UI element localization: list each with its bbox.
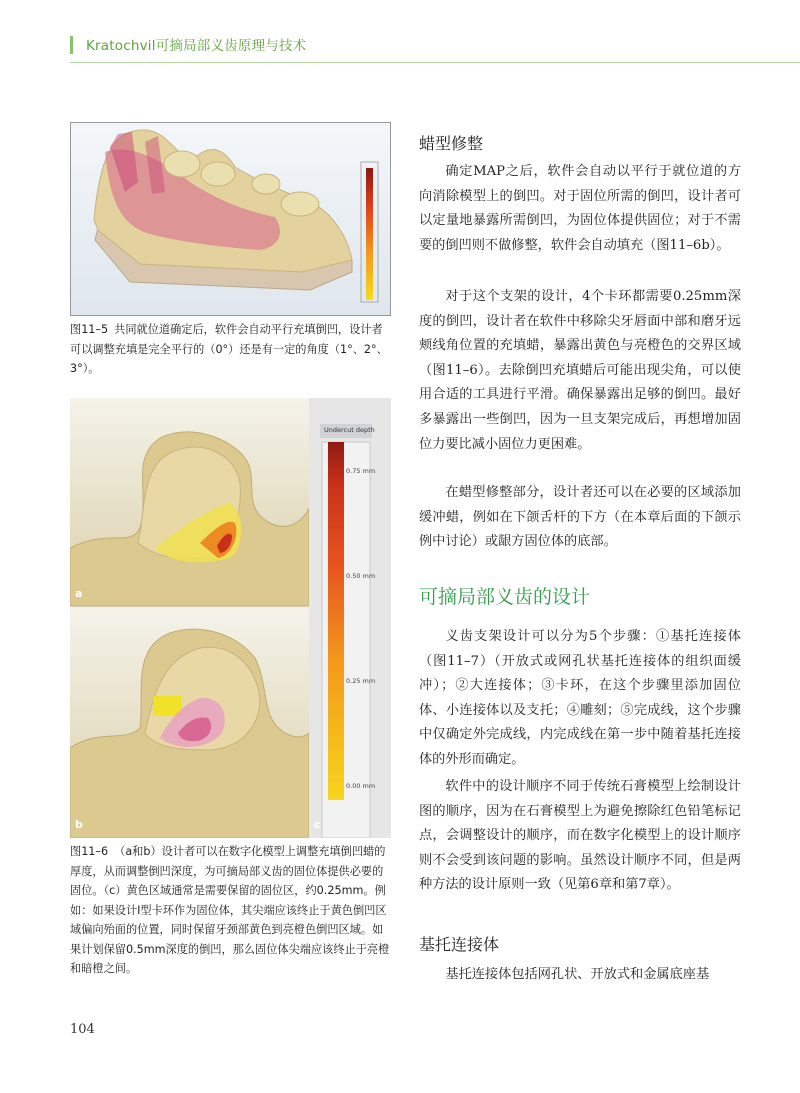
undercut-scale-tick-050: 0.50 mm xyxy=(346,572,376,580)
figure-11-6-panel-b-label: b xyxy=(75,818,83,831)
figure-11-5-caption-number: 图11–5 xyxy=(70,323,109,336)
figure-11-5-image xyxy=(70,122,391,316)
undercut-scale-tick-075: 0.75 mm xyxy=(346,467,376,475)
figure-11-5-caption-text: 共同就位道确定后，软件会自动平行充填倒凹，设计者可以调整充填是完全平行的（0°）还是有一定的角度（1°、2°、3°）。 xyxy=(70,323,388,375)
undercut-scale-tick-000: 0.00 mm xyxy=(346,782,376,790)
wax-paragraph-1: 确定MAP之后，软件会自动以平行于就位道的方向消除模型上的倒凹。对于固位所需的倒凹，设计者可以定量地暴露所需倒凹，为固位体提供固位；对于不需要的倒凹则不做修整，软件会自动填充（图11–6b）。 xyxy=(419,164,741,253)
running-header-title: Kratochvil可摘局部义齿原理与技术 xyxy=(86,38,307,54)
section-heading-wax: 蜡型修整 xyxy=(419,134,484,153)
figure-11-6-caption xyxy=(70,842,392,979)
wax-paragraph-3: 在蜡型修整部分，设计者还可以在必要的区域添加缓冲蜡，例如在下颌舌杆的下方（在本章后面的下颌示例中讨论）或龈方固位体的底部。 xyxy=(419,485,741,550)
section-heading-base-connector: 基托连接体 xyxy=(419,935,500,954)
header-accent-bar xyxy=(70,36,73,54)
figure-11-6-image xyxy=(70,398,391,838)
wax-paragraph-2: 对于这个支架的设计，4个卡环都需要0.25mm深度的倒凹，设计者在软件中移除尖牙唇面中部和磨牙远颊线角位置的充填蜡，暴露出黄色与亮橙色的交界区域（图11–6）。去除倒凹充填蜡后可能出现尖角，可以使用合适的工具进行平滑。确保暴露出足够的倒凹。最好多暴露出一些倒凹，因为一旦支架完成后，再想增加固位力要比减小固位力更困难。 xyxy=(419,289,741,452)
section-heading-design: 可摘局部义齿的设计 xyxy=(419,586,591,608)
figure-11-6-caption-text: （a和b）设计者可以在数字化模型上调整充填倒凹蜡的厚度，从而调整倒凹深度，为可摘局部义齿的固位体提供必要的固位。（c）黄色区域通常是需要保留的固位区，约0.25mm。例如：如果设计I型卡环作为固位体，其尖端应该终止于黄色倒凹区域偏向殆面的位置，同时保留牙颈部黄色到亮橙色倒凹区域。如果计划保留0.5mm深度的倒凹，那么固位体尖端应该终止于亮橙和暗橙之间。 xyxy=(70,845,390,975)
figure-11-6-panel-c-label: c xyxy=(314,818,321,831)
figure-11-6-caption-number: 图11–6 xyxy=(70,845,109,858)
undercut-scale-title: Undercut depth xyxy=(324,426,375,434)
undercut-scale-tick-025: 0.25 mm xyxy=(346,677,376,685)
design-paragraph-2: 软件中的设计顺序不同于传统石膏模型上绘制设计图的顺序，因为在石膏模型上为避免擦除红色铅笔标记点，会调整设计的顺序，而在数字化模型上的设计顺序则不会受到该问题的影响。虽然设计顺序不同，但是两种方法的设计原则一致（见第6章和第7章）。 xyxy=(419,779,741,893)
base-connector-paragraph-1: 基托连接体包括网孔状、开放式和金属底座基 xyxy=(445,967,710,982)
figure-11-5-caption xyxy=(70,320,392,379)
design-paragraph-1: 义齿支架设计可以分为5个步骤：①基托连接体（图11–7）（开放式或网孔状基托连接体的组织面缓冲）；②大连接体；③卡环，在这个步骤里添加固位体、小连接体以及支托；④雕刻；⑤完成线，这个步骤中仅确定外完成线，内完成线在第一步中随着基托连接体的外形而确定。 xyxy=(419,629,741,767)
page-number: 104 xyxy=(70,1022,95,1037)
header-divider xyxy=(70,62,800,63)
figure-11-6-panel-a-label: a xyxy=(75,587,83,600)
